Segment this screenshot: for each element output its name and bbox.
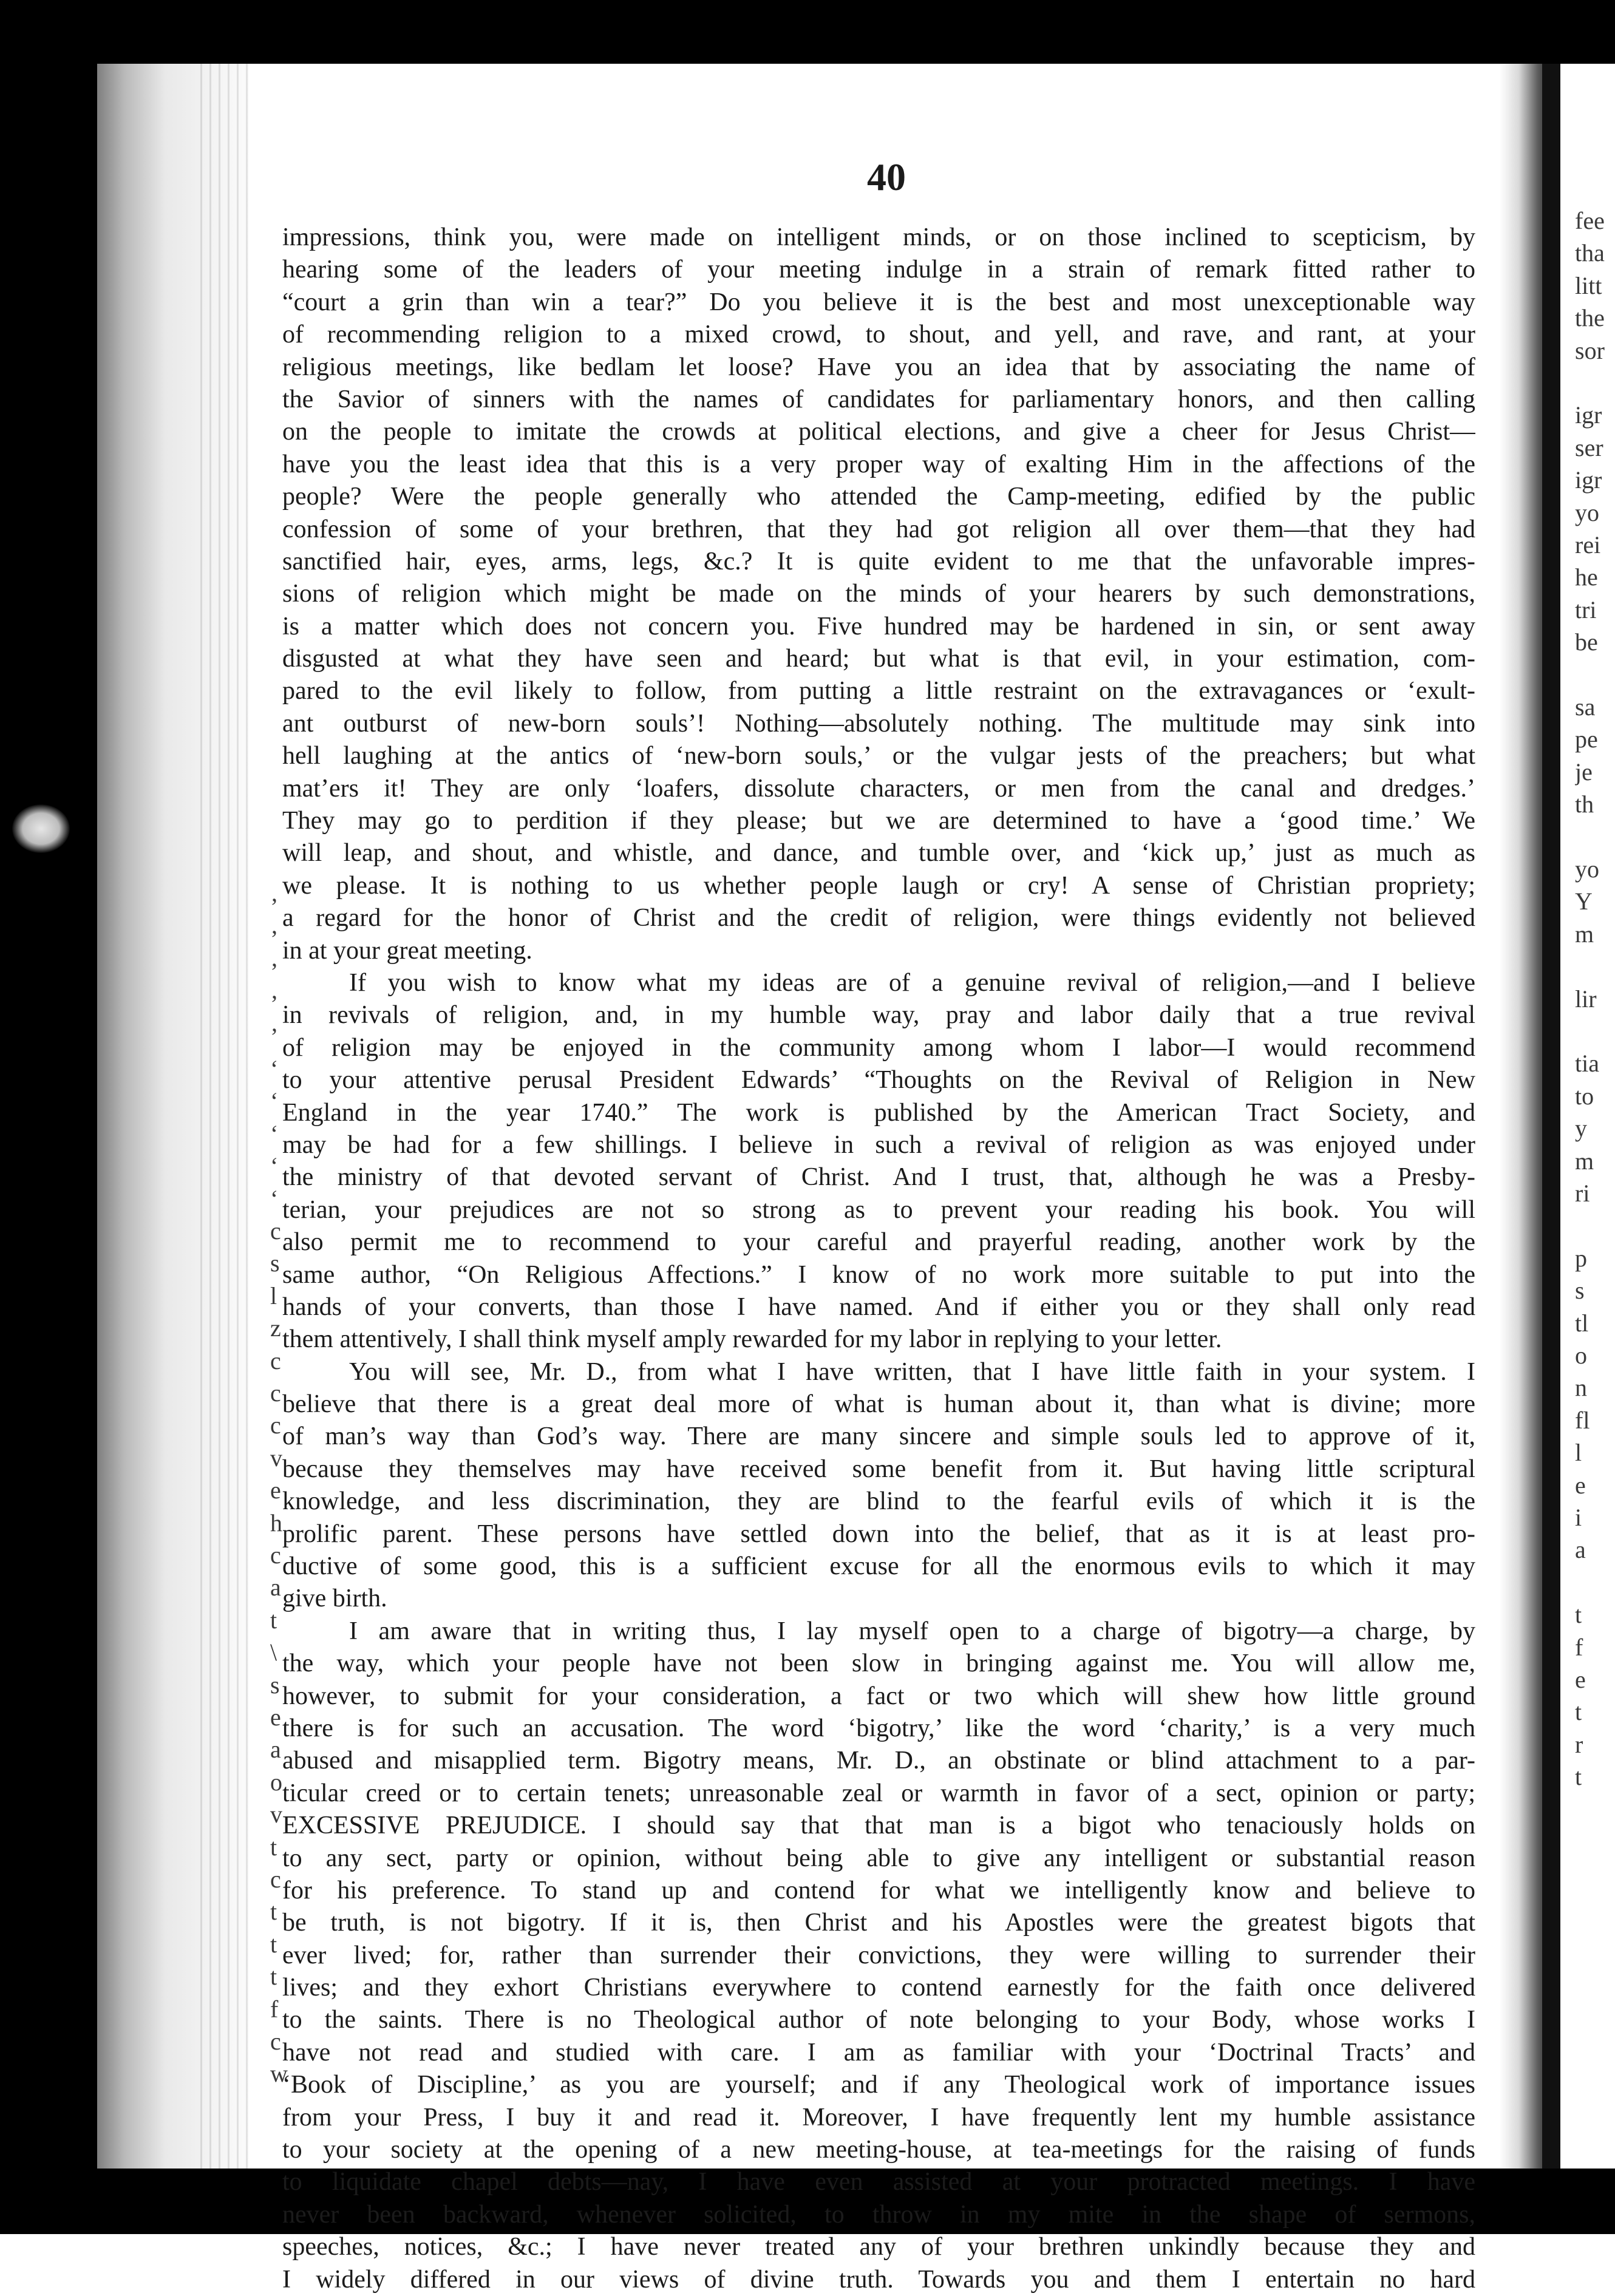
text-line: people? Were the people generally who attended the Camp-meeting, edified by the public bbox=[282, 483, 1475, 511]
margin-fragment: tl bbox=[1575, 1309, 1589, 1337]
text-line: be truth, is not bigotry. If it is, then Christ and his Apostles were the greatest bigots that bbox=[282, 1909, 1475, 1937]
margin-letter: v bbox=[270, 1801, 282, 1829]
text-line: hands of your converts, than those I have named. And if either you or they shall only read bbox=[282, 1292, 1475, 1321]
text-line: “court a grin than win a tear?” Do you believe it is the best and most unexceptionable way bbox=[282, 288, 1475, 316]
margin-letter: a bbox=[270, 1574, 281, 1601]
margin-fragment: rei bbox=[1575, 531, 1601, 559]
text-line: to the saints. There is no Theological author of note belonging to your Body, whose works I bbox=[282, 2006, 1475, 2034]
margin-fragment: e bbox=[1575, 1666, 1586, 1693]
margin-letter: s bbox=[270, 1249, 280, 1277]
margin-letter: t bbox=[270, 1898, 277, 1926]
margin-letter: c bbox=[270, 1541, 281, 1569]
margin-letter: c bbox=[270, 1866, 281, 1893]
margin-fragment: ri bbox=[1575, 1180, 1590, 1207]
margin-letter: c bbox=[270, 2028, 281, 2055]
margin-fragment: t bbox=[1575, 1698, 1582, 1726]
margin-letter: s bbox=[270, 1671, 280, 1699]
margin-fragment: tha bbox=[1575, 239, 1605, 267]
text-line: They may go to perdition if they please; but we are determined to have a ‘good time.’ We bbox=[282, 807, 1475, 835]
text-line: to liquidate chapel debts—nay, I have even assisted at your protracted meetings. I have bbox=[282, 2168, 1475, 2196]
margin-letter: ‘ bbox=[270, 1055, 279, 1082]
margin-fragment: pe bbox=[1575, 725, 1598, 753]
text-line: abused and misapplied term. Bigotry means, Mr. D., an obstinate or blind attachment to a par- bbox=[282, 1747, 1475, 1775]
margin-letter: c bbox=[270, 1379, 281, 1407]
margin-letter: a bbox=[270, 1736, 281, 1764]
margin-letter: e bbox=[270, 1476, 281, 1504]
margin-fragment: fee bbox=[1575, 207, 1605, 234]
margin-fragment: t bbox=[1575, 1763, 1582, 1791]
text-line: the ministry of that devoted servant of Christ. And I trust, that, although he was a Presby- bbox=[282, 1163, 1475, 1192]
text-line: mat’ers it! They are only ‘loafers, dissolute characters, or men from the canal and dredges.’ bbox=[282, 774, 1475, 803]
margin-letter: ’ bbox=[270, 925, 279, 953]
margin-fragment: o bbox=[1575, 1342, 1587, 1369]
text-line: prolific parent. These persons have settled down into the belief, that as it is at least pro- bbox=[282, 1520, 1475, 1548]
margin-fragment: r bbox=[1575, 1730, 1583, 1758]
text-line: them attentively, I shall think myself amply rewarded for my labor in replying to your letter. bbox=[282, 1325, 1222, 1354]
margin-fragment: y bbox=[1575, 1115, 1587, 1143]
text-line: the Savior of sinners with the names of candidates for parliamentary honors, and then calling bbox=[282, 385, 1475, 413]
text-line: to any sect, party or opinion, without being able to give any intelligent or substantial reason bbox=[282, 1844, 1475, 1872]
margin-letter: ’ bbox=[270, 990, 279, 1018]
margin-fragment: p bbox=[1575, 1244, 1587, 1272]
text-line: in at your great meeting. bbox=[282, 936, 532, 965]
text-line: ticular creed or to certain tenets; unreasonable zeal or warmth in favor of a sect, opinion or party; bbox=[282, 1779, 1475, 1807]
margin-letter: c bbox=[270, 1347, 281, 1374]
text-line: religious meetings, like bedlam let loose? Have you an idea that by associating the name of bbox=[282, 353, 1475, 381]
text-line: lives; and they exhort Christians everywhere to contend earnestly for the faith once delivered bbox=[282, 1974, 1475, 2002]
margin-letter: ‘ bbox=[270, 1184, 279, 1212]
text-line: If you wish to know what my ideas are of a genuine revival of religion,—and I believe bbox=[349, 968, 1475, 997]
text-line: confession of some of your brethren, that they had got religion all over them—that they had bbox=[282, 515, 1475, 543]
margin-letter: \ bbox=[270, 1639, 277, 1666]
margin-fragment: a bbox=[1575, 1536, 1586, 1564]
text-line: disgusted at what they have seen and heard; but what is that evil, in your estimation, com- bbox=[282, 645, 1475, 673]
text-line: ever lived; for, rather than surrender their convictions, they were willing to surrender their bbox=[282, 1941, 1475, 1969]
text-line: hell laughing at the antics of ‘new-born souls,’ or the vulgar jests of the preachers; but what bbox=[282, 742, 1475, 770]
text-line: never been backward, whenever solicited, to throw in my mite in the shape of sermons, bbox=[282, 2200, 1475, 2229]
margin-fragment: yo bbox=[1575, 855, 1599, 883]
margin-fragment: sor bbox=[1575, 336, 1605, 364]
margin-fragment: Y bbox=[1575, 888, 1593, 915]
margin-letter: t bbox=[270, 1963, 277, 1991]
margin-letter: ’ bbox=[270, 1022, 279, 1050]
margin-letter: c bbox=[270, 1411, 281, 1439]
margin-letter: ’ bbox=[270, 957, 279, 985]
margin-fragment: sa bbox=[1575, 693, 1596, 721]
margin-fragment: ser bbox=[1575, 433, 1603, 461]
margin-letter: ‘ bbox=[270, 1119, 279, 1147]
margin-fragment: s bbox=[1575, 1277, 1585, 1305]
text-line: will leap, and shout, and whistle, and dance, and tumble over, and ‘kick up,’ just as much as bbox=[282, 839, 1475, 868]
margin-letter: l bbox=[270, 1282, 277, 1309]
margin-fragment: t bbox=[1575, 1601, 1582, 1629]
margin-letter: t bbox=[270, 1930, 277, 1958]
text-line: believe that there is a great deal more of what is human about it, than what is divine; more bbox=[282, 1390, 1475, 1419]
right-margin-fragments bbox=[1575, 206, 1615, 1795]
text-line: pared to the evil likely to follow, from putting a little restraint on the extravagances or ‘exult- bbox=[282, 677, 1475, 705]
margin-letter: ‘ bbox=[270, 1087, 279, 1115]
margin-fragment: th bbox=[1575, 790, 1594, 818]
text-line: we please. It is nothing to us whether people laugh or cry! A sense of Christian propriety; bbox=[282, 871, 1475, 900]
book-spine bbox=[1542, 64, 1560, 2169]
text-line: have you the least idea that this is a very proper way of exalting Him in the affections of the bbox=[282, 450, 1475, 478]
margin-fragment: e bbox=[1575, 1471, 1586, 1499]
text-line: ductive of some good, this is a sufficient excuse for all the enormous evils to which it may bbox=[282, 1552, 1475, 1581]
text-line: however, to submit for your consideration, a fact or two which will shew how little ground bbox=[282, 1682, 1475, 1710]
text-line: I widely differed in our views of divine truth. Towards you and them I entertain no hard bbox=[282, 2265, 1475, 2294]
scan-frame-top bbox=[0, 0, 1615, 64]
scan-frame-left bbox=[0, 0, 97, 2234]
page-number: 40 bbox=[867, 155, 906, 199]
margin-fragment: litt bbox=[1575, 271, 1602, 299]
ink-blot bbox=[12, 804, 70, 853]
text-line: England in the year 1740.” The work is published by the American Tract Society, and bbox=[282, 1098, 1475, 1127]
text-line: to your attentive perusal President Edwards’ “Thoughts on the Revival of Religion in New bbox=[282, 1066, 1475, 1095]
margin-letter: ’ bbox=[270, 893, 279, 920]
margin-fragment: to bbox=[1575, 1082, 1594, 1110]
margin-fragment: the bbox=[1575, 304, 1605, 332]
text-line: sanctified hair, eyes, arms, legs, &c.? It is quite evident to me that the unfavorable impres- bbox=[282, 547, 1475, 576]
margin-letter: ‘ bbox=[270, 1152, 279, 1180]
margin-fragment: igr bbox=[1575, 466, 1602, 494]
text-line: hearing some of the leaders of your meeting indulge in a strain of remark fitted rather to bbox=[282, 256, 1475, 284]
margin-letter: h bbox=[270, 1509, 282, 1537]
text-line: knowledge, and less discrimination, they are blind to the fearful evils of which it is the bbox=[282, 1487, 1475, 1516]
text-line: a regard for the honor of Christ and the credit of religion, were things evidently not believed bbox=[282, 904, 1475, 932]
margin-letter: f bbox=[270, 1995, 279, 2023]
margin-fragment: f bbox=[1575, 1633, 1583, 1661]
text-line: impressions, think you, were made on intelligent minds, or on those inclined to scepticism, by bbox=[282, 223, 1475, 251]
text-line: of man’s way than God’s way. There are many sincere and simple souls led to approve of it, bbox=[282, 1422, 1475, 1451]
text-line: I am aware that in writing thus, I lay myself open to a charge of bigotry—a charge, by bbox=[349, 1617, 1475, 1645]
text-line: is a matter which does not concern you. Five hundred may be hardened in sin, or sent away bbox=[282, 612, 1475, 640]
text-line: give birth. bbox=[282, 1584, 387, 1613]
text-line: ‘Book of Discipline,’ as you are yourself; and if any Theological work of importance issues bbox=[282, 2071, 1475, 2099]
margin-fragment: igr bbox=[1575, 401, 1602, 429]
margin-fragment: tia bbox=[1575, 1050, 1599, 1078]
margin-fragment: m bbox=[1575, 1147, 1594, 1175]
margin-fragment: i bbox=[1575, 1504, 1582, 1531]
text-line: also permit me to recommend to your careful and prayerful reading, another work by the bbox=[282, 1228, 1475, 1257]
text-line: of recommending religion to a mixed crowd, to shout, and yell, and rave, and rant, at your bbox=[282, 321, 1475, 349]
text-line: You will see, Mr. D., from what I have written, that I have little faith in your system. I bbox=[349, 1357, 1475, 1386]
margin-letter: t bbox=[270, 1606, 277, 1634]
margin-fragment: tri bbox=[1575, 596, 1597, 623]
text-line: have not read and studied with care. I am as familiar with your ‘Doctrinal Tracts’ and bbox=[282, 2038, 1475, 2067]
text-line: on the people to imitate the crowds at political elections, and give a cheer for Jesus Christ— bbox=[282, 418, 1475, 446]
text-line: terian, your prejudices are not so strong as to prevent your reading his book. You will bbox=[282, 1195, 1475, 1224]
margin-fragment: n bbox=[1575, 1374, 1587, 1402]
text-line: of religion may be enjoyed in the community among whom I labor—I would recommend bbox=[282, 1033, 1475, 1062]
margin-fragment: je bbox=[1575, 758, 1593, 786]
text-line: the way, which your people have not been slow in bringing against me. You will allow me, bbox=[282, 1649, 1475, 1678]
page-text bbox=[282, 222, 1475, 2296]
margin-letter: e bbox=[270, 1703, 281, 1731]
margin-letter: w bbox=[270, 2060, 288, 2088]
margin-letter: z bbox=[270, 1314, 281, 1342]
margin-letter: c bbox=[270, 1217, 281, 1245]
text-line: speeches, notices, &c.; I have never treated any of your brethren unkindly because they and bbox=[282, 2233, 1475, 2261]
text-line: sions of religion which might be made on the minds of your hearers by such demonstrations, bbox=[282, 580, 1475, 608]
text-line: same author, “On Religious Affections.” I know of no work more suitable to put into the bbox=[282, 1260, 1475, 1289]
text-line: in revivals of religion, and, in my humble way, pray and labor daily that a true revival bbox=[282, 1001, 1475, 1030]
margin-fragment: be bbox=[1575, 628, 1598, 656]
text-line: EXCESSIVE PREJUDICE. I should say that that man is a bigot who tenaciously holds on bbox=[282, 1812, 1475, 1840]
margin-letter: o bbox=[270, 1768, 282, 1796]
margin-fragment: yo bbox=[1575, 498, 1599, 526]
binding-texture bbox=[200, 64, 249, 2169]
margin-letter: v bbox=[270, 1444, 282, 1472]
margin-fragment: m bbox=[1575, 920, 1594, 948]
margin-fragment: fl bbox=[1575, 1406, 1590, 1434]
text-line: because they themselves may have received some benefit from it. But having little scriptural bbox=[282, 1455, 1475, 1483]
margin-fragment: he bbox=[1575, 563, 1598, 591]
text-line: for his preference. To stand up and contend for what we intelligently know and believe to bbox=[282, 1876, 1475, 1904]
margin-letter: t bbox=[270, 1833, 277, 1861]
text-line: to your society at the opening of a new meeting-house, at tea-meetings for the raising of funds bbox=[282, 2136, 1475, 2164]
margin-fragment: l bbox=[1575, 1439, 1582, 1467]
margin-fragment: lir bbox=[1575, 985, 1597, 1013]
text-line: may be had for a few shillings. I believe in such a revival of religion as was enjoyed under bbox=[282, 1130, 1475, 1159]
text-line: ant outburst of new-born souls’! Nothing—absolutely nothing. The multitude may sink into bbox=[282, 709, 1475, 738]
text-line: there is for such an accusation. The word ‘bigotry,’ like the word ‘charity,’ is a very much bbox=[282, 1714, 1475, 1742]
text-line: from your Press, I buy it and read it. Moreover, I have frequently lent my humble assistance bbox=[282, 2103, 1475, 2131]
